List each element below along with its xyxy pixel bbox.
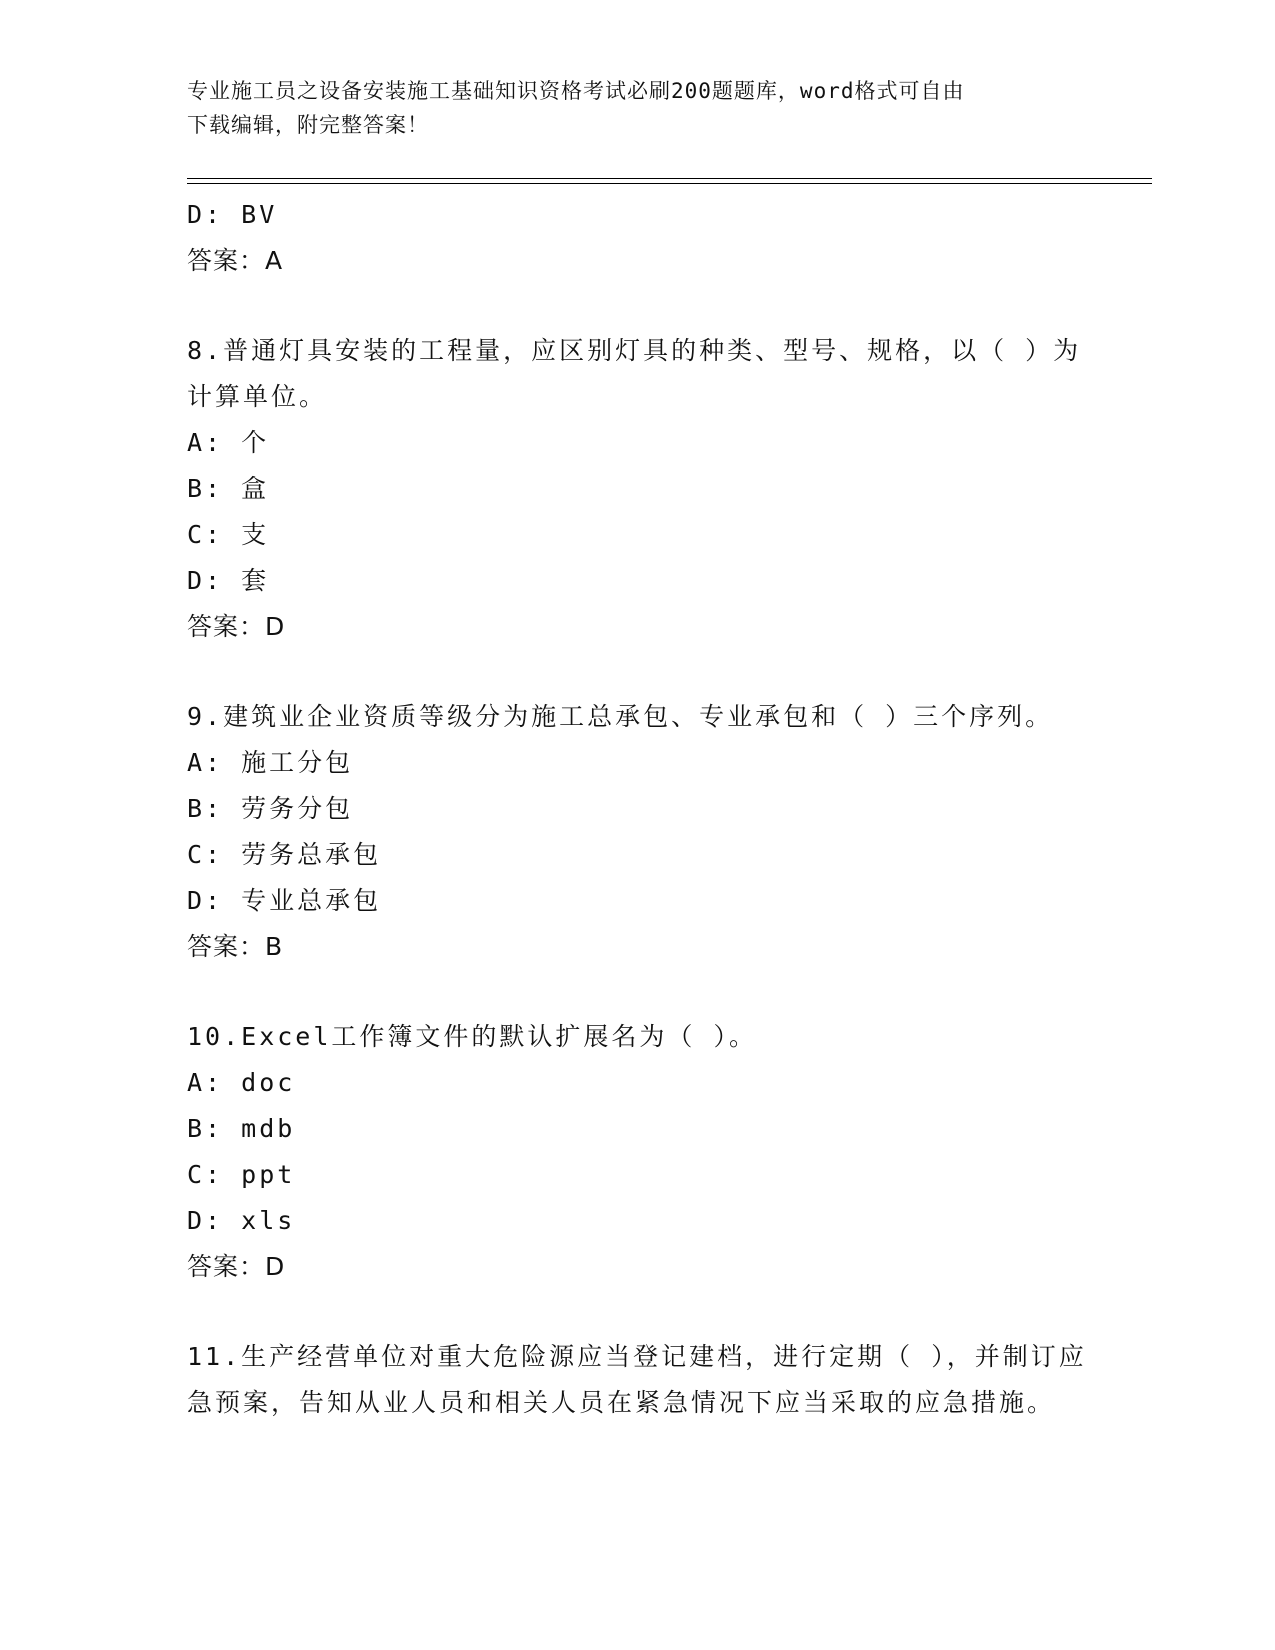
question-10: [187, 1014, 1087, 1290]
option-b: B: 劳务分包: [187, 794, 354, 823]
question-content: [187, 192, 1087, 1426]
option-c: C: 劳务总承包: [187, 840, 382, 869]
header-divider-bottom: [187, 183, 1152, 184]
header-title-line-2: 下载编辑，附完整答案！: [187, 113, 429, 137]
question-11: [187, 1334, 1087, 1426]
answer-line: 答案：D: [187, 612, 286, 641]
option-a: A: 个: [187, 428, 270, 457]
option-d: D: BV: [187, 200, 278, 229]
question-stem: 8.普通灯具安装的工程量，应区别灯具的种类、型号、规格，以（ ）为计算单位。: [187, 336, 1082, 411]
option-d: D: 专业总承包: [187, 886, 382, 915]
previous-question-tail: [187, 192, 1087, 284]
answer-line: 答案：A: [187, 246, 284, 275]
option-a: A: doc: [187, 1068, 296, 1097]
option-b: B: mdb: [187, 1114, 296, 1143]
option-d: D: xls: [187, 1206, 296, 1235]
question-8: [187, 328, 1087, 650]
answer-line: 答案：B: [187, 932, 284, 961]
option-d: D: 套: [187, 566, 270, 595]
header-title-line-1: 专业施工员之设备安装施工基础知识资格考试必刷200题题库，word格式可自由: [187, 79, 965, 103]
document-header: [187, 74, 1087, 142]
question-stem: 11.生产经营单位对重大危险源应当登记建档，进行定期（ ），并制订应急预案，告知从业人员和相关人员在紧急情况下应当采取的应急措施。: [187, 1342, 1087, 1417]
header-divider-top: [187, 178, 1152, 179]
option-a: A: 施工分包: [187, 748, 354, 777]
answer-line: 答案：D: [187, 1252, 286, 1281]
question-stem: 9.建筑业企业资质等级分为施工总承包、专业承包和（ ）三个序列。: [187, 702, 1054, 731]
question-9: [187, 694, 1087, 970]
option-c: C: ppt: [187, 1160, 296, 1189]
option-c: C: 支: [187, 520, 270, 549]
option-b: B: 盒: [187, 474, 270, 503]
question-stem: 10.Excel工作簿文件的默认扩展名为（ ）。: [187, 1022, 757, 1051]
